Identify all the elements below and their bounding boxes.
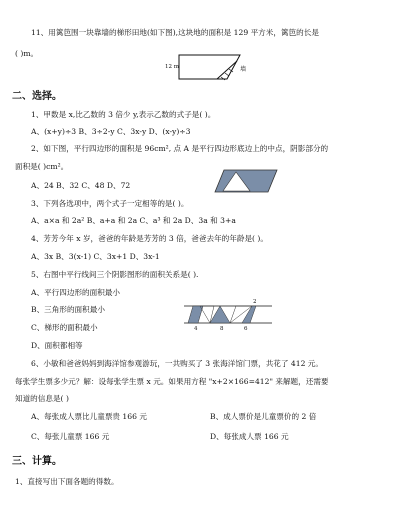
q5-option-a: A、平行四边形的面积最小 [31, 288, 121, 297]
parallelogram-shaded-figure [214, 168, 279, 194]
fig-label-4: 4 [194, 326, 198, 332]
q2-stem-line2: 面积是( )cm²。 [15, 162, 69, 171]
fig-height-label: 12 m [165, 64, 179, 70]
q6-option-b: B、成人票价是儿童票价的 2 倍 [210, 412, 317, 421]
q6-option-d: D、每张成人票 166 元 [210, 432, 289, 441]
q11-line1: 11、用篱笆围一块靠墙的梯形田地(如下图),这块地的面积是 129 平方米，篱笆的长是 [31, 28, 319, 37]
section3-title: 三、计算。 [12, 456, 62, 467]
q6-line2: 每张学生票多少元？解：设每张学生票 x 元。如果用方程 "x+2×166=412" 来解题，还需要 [15, 377, 329, 386]
q6-option-c: C、每张儿童票 166 元 [31, 432, 110, 441]
q2-options: A、24 B、32 C、48 D、72 [31, 181, 131, 190]
trapezoid-field-figure [165, 53, 255, 81]
q5-option-b: B、三角形的面积最小 [31, 305, 105, 314]
q3-options: A、a×a 和 2a² B、a+a 和 2a C、a³ 和 2a D、3a 和 3+a [31, 216, 236, 225]
fig-top-label: 2 [253, 299, 257, 305]
section2-title: 二、选择。 [12, 91, 62, 102]
q6-line1: 6、小敏和爸爸妈妈到海洋馆参观游玩，一共购买了 3 张海洋馆门票，共花了 412 元。 [31, 359, 323, 368]
q1-stem: 1、甲数是 x,比乙数的 3 倍少 y,表示乙数的式子是( )。 [31, 110, 216, 119]
q4-stem: 4、芳芳今年 x 岁，爸爸的年龄是芳芳的 3 倍，爸爸去年的年龄是( )。 [31, 234, 268, 243]
fig-wall-label: 墙 [240, 66, 247, 73]
parallel-lines-shapes-figure [184, 296, 274, 332]
q5-stem: 5、右图中平行线间三个阴影图形的面积关系是( ). [31, 270, 199, 279]
fig-label-8: 8 [220, 326, 224, 332]
q5-option-d: D、面积都相等 [31, 341, 83, 350]
q6-line3: 知道的信息是( ) [15, 394, 69, 403]
q3-stem: 3、下列各选项中，两个式子一定相等的是( )。 [31, 199, 189, 208]
q5-option-c: C、梯形的面积最小 [31, 323, 98, 332]
q2-stem-line1: 2、如下图，平行四边形的面积是 96cm², 点 A 是平行四边形底边上的中点，阴影部分的 [31, 144, 329, 153]
q1-options: A、(x+y)÷3 B、3÷2-y C、3x-y D、(x-y)÷3 [31, 127, 191, 136]
fig-label-6: 6 [244, 326, 248, 332]
q11-answer-blank: ( )m。 [15, 49, 39, 58]
q6-option-a: A、每张成人票比儿童票贵 166 元 [31, 412, 147, 421]
q4-options: A、3x B、3(x-1) C、3x+1 D、3x-1 [31, 252, 160, 261]
section3-q1: 1、直接写出下面各题的得数。 [15, 477, 119, 486]
